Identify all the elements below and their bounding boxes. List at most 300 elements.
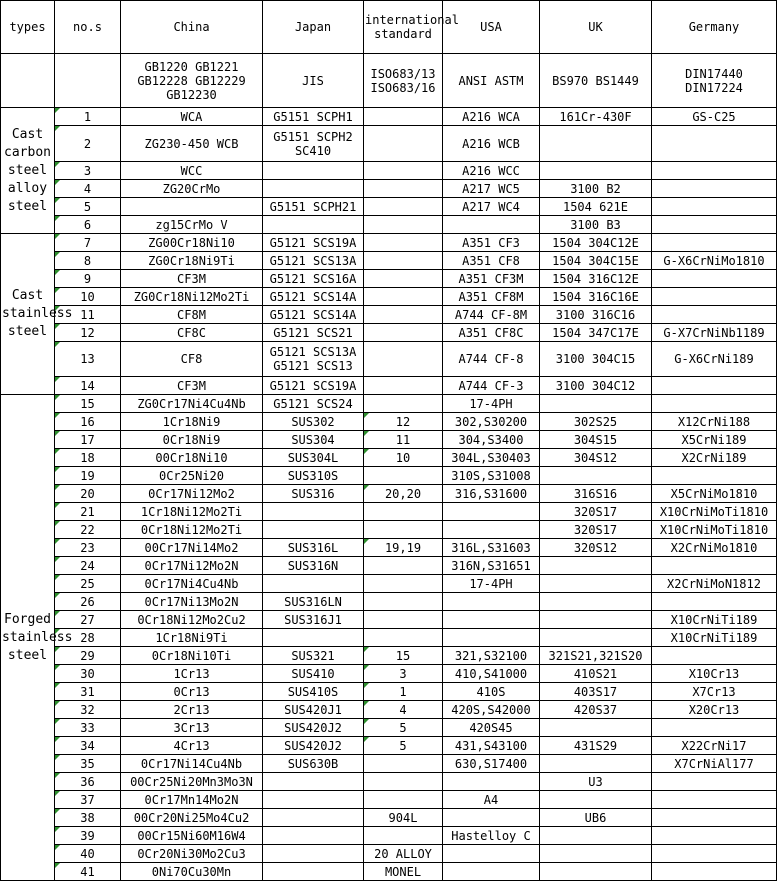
cell-no: 39 — [55, 827, 121, 845]
cell-japan: G5121 SCS24 — [263, 395, 364, 413]
header-usa: USA — [443, 1, 540, 54]
cell-intl — [364, 234, 443, 252]
cell-uk: 1504 304C15E — [540, 252, 652, 270]
cell-germany: G-X7CrNiNb1189 — [652, 324, 777, 342]
cell-japan: SUS304L — [263, 449, 364, 467]
cell-usa — [443, 521, 540, 539]
cell-usa: 302,S30200 — [443, 413, 540, 431]
cell-no: 23 — [55, 539, 121, 557]
cell-germany — [652, 270, 777, 288]
cell-germany: X7CrNiAl177 — [652, 755, 777, 773]
cell-uk — [540, 126, 652, 162]
cell-japan: G5121 SCS14A — [263, 288, 364, 306]
header-row — [1, 1, 777, 54]
cell-germany: X20Cr13 — [652, 701, 777, 719]
cell-usa — [443, 773, 540, 791]
cell-germany: X7Cr13 — [652, 683, 777, 701]
cell-no: 25 — [55, 575, 121, 593]
table-row — [1, 665, 777, 683]
cell-china: 1Cr18Ni9Ti — [121, 629, 263, 647]
cell-china: 0Cr20Ni30Mo2Cu3 — [121, 845, 263, 863]
table-row — [1, 647, 777, 665]
table-row — [1, 413, 777, 431]
cell-no: 13 — [55, 342, 121, 377]
cell-japan — [263, 809, 364, 827]
cell-uk: 3100 B2 — [540, 180, 652, 198]
cell-china: 0Ni70Cu30Mn — [121, 863, 263, 881]
cell-no: 29 — [55, 647, 121, 665]
cell-germany — [652, 288, 777, 306]
cell-uk: 410S21 — [540, 665, 652, 683]
cell-uk — [540, 863, 652, 881]
cell-usa — [443, 845, 540, 863]
cell-uk — [540, 611, 652, 629]
cell-china: 0Cr25Ni20 — [121, 467, 263, 485]
cell-no: 1 — [55, 108, 121, 126]
cell-china: ZG0Cr18Ni12Mo2Ti — [121, 288, 263, 306]
cell-usa — [443, 216, 540, 234]
cell-intl — [364, 126, 443, 162]
table-row — [1, 449, 777, 467]
cell-no: 21 — [55, 503, 121, 521]
standards-china: GB1220 GB1221 GB12228 GB12229 GB12230 — [121, 54, 263, 108]
cell-germany: X22CrNi17 — [652, 737, 777, 755]
cell-china: 00Cr25Ni20Mn3Mo3N — [121, 773, 263, 791]
standards-nos — [55, 54, 121, 108]
cell-china: 00Cr15Ni60M16W4 — [121, 827, 263, 845]
cell-japan: SUS316 — [263, 485, 364, 503]
cell-no: 41 — [55, 863, 121, 881]
cell-japan: SUS420J2 — [263, 737, 364, 755]
cell-usa: 420S,S42000 — [443, 701, 540, 719]
cell-china — [121, 198, 263, 216]
cell-usa: A216 WCA — [443, 108, 540, 126]
table-row — [1, 395, 777, 413]
cell-china: 3Cr13 — [121, 719, 263, 737]
cell-uk: 304S15 — [540, 431, 652, 449]
cell-no: 31 — [55, 683, 121, 701]
cell-japan: SUS630B — [263, 755, 364, 773]
table-row — [1, 252, 777, 270]
cell-usa: 316L,S31603 — [443, 539, 540, 557]
table-row — [1, 467, 777, 485]
cell-usa: A217 WC5 — [443, 180, 540, 198]
cell-no: 30 — [55, 665, 121, 683]
standards-usa: ANSI ASTM — [443, 54, 540, 108]
cell-intl: 4 — [364, 701, 443, 719]
cell-intl — [364, 252, 443, 270]
cell-uk: 320S17 — [540, 521, 652, 539]
cell-usa — [443, 809, 540, 827]
cell-usa: A216 WCC — [443, 162, 540, 180]
cell-uk: 161Cr-430F — [540, 108, 652, 126]
table-row — [1, 683, 777, 701]
cell-no: 34 — [55, 737, 121, 755]
header-germany: Germany — [652, 1, 777, 54]
cell-intl — [364, 521, 443, 539]
cell-germany — [652, 827, 777, 845]
cell-china: 0Cr17Ni4Cu4Nb — [121, 575, 263, 593]
cell-china: 0Cr13 — [121, 683, 263, 701]
cell-uk: UB6 — [540, 809, 652, 827]
cell-china: 0Cr18Ni10Ti — [121, 647, 263, 665]
cell-china: 1Cr18Ni9 — [121, 413, 263, 431]
cell-china: ZG20CrMo — [121, 180, 263, 198]
cell-intl: 904L — [364, 809, 443, 827]
standards-japan: JIS — [263, 54, 364, 108]
cell-china: ZG230-450 WCB — [121, 126, 263, 162]
table-row — [1, 755, 777, 773]
cell-usa: 304L,S30403 — [443, 449, 540, 467]
cell-uk: 316S16 — [540, 485, 652, 503]
cell-germany — [652, 162, 777, 180]
cell-china: 00Cr20Ni25Mo4Cu2 — [121, 809, 263, 827]
table-row — [1, 162, 777, 180]
cell-germany: X12CrNi188 — [652, 413, 777, 431]
cell-china: 0Cr18Ni9 — [121, 431, 263, 449]
cell-japan — [263, 773, 364, 791]
cell-no: 11 — [55, 306, 121, 324]
cell-usa — [443, 503, 540, 521]
cell-usa — [443, 629, 540, 647]
cell-uk: 320S12 — [540, 539, 652, 557]
table-row — [1, 306, 777, 324]
cell-intl — [364, 395, 443, 413]
cell-japan — [263, 575, 364, 593]
cell-germany — [652, 198, 777, 216]
header-nos: no.s — [55, 1, 121, 54]
table-row — [1, 809, 777, 827]
cell-china: 0Cr18Ni12Mo2Cu2 — [121, 611, 263, 629]
cell-usa: A4 — [443, 791, 540, 809]
cell-no: 8 — [55, 252, 121, 270]
cell-intl — [364, 324, 443, 342]
cell-germany — [652, 395, 777, 413]
table-row — [1, 611, 777, 629]
cell-no: 14 — [55, 377, 121, 395]
cell-intl: 10 — [364, 449, 443, 467]
cell-uk: 431S29 — [540, 737, 652, 755]
cell-usa: 17-4PH — [443, 395, 540, 413]
cell-germany — [652, 863, 777, 881]
cell-intl — [364, 377, 443, 395]
cell-germany: X2CrNi189 — [652, 449, 777, 467]
table-row — [1, 270, 777, 288]
cell-china: 00Cr17Ni14Mo2 — [121, 539, 263, 557]
table-row — [1, 629, 777, 647]
cell-japan: SUS302 — [263, 413, 364, 431]
cell-germany: X2CrNiMo1810 — [652, 539, 777, 557]
cell-uk: 302S25 — [540, 413, 652, 431]
cell-germany: X10CrNiTi189 — [652, 629, 777, 647]
cell-intl — [364, 108, 443, 126]
standards-row — [1, 54, 777, 108]
cell-japan: G5151 SCPH2 SC410 — [263, 126, 364, 162]
cell-japan — [263, 845, 364, 863]
cell-germany — [652, 306, 777, 324]
cell-no: 24 — [55, 557, 121, 575]
table-row — [1, 180, 777, 198]
cell-no: 33 — [55, 719, 121, 737]
cell-japan: SUS316J1 — [263, 611, 364, 629]
table-row — [1, 845, 777, 863]
table-row — [1, 288, 777, 306]
table-row — [1, 234, 777, 252]
cell-usa: 17-4PH — [443, 575, 540, 593]
cell-china: CF3M — [121, 270, 263, 288]
cell-usa — [443, 611, 540, 629]
table-row — [1, 377, 777, 395]
cell-intl — [364, 827, 443, 845]
cell-japan: SUS321 — [263, 647, 364, 665]
cell-no: 15 — [55, 395, 121, 413]
cell-china: ZG0Cr18Ni9Ti — [121, 252, 263, 270]
cell-germany — [652, 180, 777, 198]
cell-japan: G5121 SCS19A — [263, 234, 364, 252]
cell-uk — [540, 467, 652, 485]
cell-intl — [364, 306, 443, 324]
cell-uk: 304S12 — [540, 449, 652, 467]
cell-no: 4 — [55, 180, 121, 198]
cell-usa: A744 CF-8 — [443, 342, 540, 377]
cell-intl — [364, 162, 443, 180]
cell-china: 2Cr13 — [121, 701, 263, 719]
cell-japan: SUS316L — [263, 539, 364, 557]
cell-japan: G5121 SCS21 — [263, 324, 364, 342]
cell-usa: 420S45 — [443, 719, 540, 737]
table-row — [1, 791, 777, 809]
cell-intl — [364, 629, 443, 647]
table-row — [1, 737, 777, 755]
cell-uk — [540, 791, 652, 809]
cell-china: CF3M — [121, 377, 263, 395]
table-row — [1, 593, 777, 611]
table-row — [1, 108, 777, 126]
cell-usa — [443, 863, 540, 881]
cell-japan — [263, 827, 364, 845]
cell-germany — [652, 719, 777, 737]
cell-intl — [364, 611, 443, 629]
cell-no: 20 — [55, 485, 121, 503]
cell-japan: G5121 SCS14A — [263, 306, 364, 324]
cell-no: 12 — [55, 324, 121, 342]
cell-no: 38 — [55, 809, 121, 827]
header-china: China — [121, 1, 263, 54]
cell-usa: A351 CF3M — [443, 270, 540, 288]
cell-china: zg15CrMo V — [121, 216, 263, 234]
cell-intl — [364, 198, 443, 216]
cell-china: 0Cr18Ni12Mo2Ti — [121, 521, 263, 539]
cell-usa: A744 CF-3 — [443, 377, 540, 395]
cell-intl — [364, 575, 443, 593]
cell-japan — [263, 216, 364, 234]
cell-uk — [540, 575, 652, 593]
cell-intl — [364, 791, 443, 809]
cell-china: 0Cr17Mn14Mo2N — [121, 791, 263, 809]
cell-china: CF8 — [121, 342, 263, 377]
cell-intl: 19,19 — [364, 539, 443, 557]
cell-germany: X10CrNiTi189 — [652, 611, 777, 629]
cell-china: 1Cr13 — [121, 665, 263, 683]
cell-china: 0Cr17Ni13Mo2N — [121, 593, 263, 611]
cell-usa: A216 WCB — [443, 126, 540, 162]
cell-no: 32 — [55, 701, 121, 719]
standards-germany: DIN17440 DIN17224 — [652, 54, 777, 108]
cell-intl: 5 — [364, 737, 443, 755]
cell-uk — [540, 557, 652, 575]
cell-japan: SUS420J1 — [263, 701, 364, 719]
cell-usa: 310S,S31008 — [443, 467, 540, 485]
cell-uk: 3100 316C16 — [540, 306, 652, 324]
cell-germany: GS-C25 — [652, 108, 777, 126]
cell-usa — [443, 593, 540, 611]
cell-china: CF8C — [121, 324, 263, 342]
group-label: Forged stainless steel — [1, 395, 55, 881]
header-japan: Japan — [263, 1, 364, 54]
cell-intl: 5 — [364, 719, 443, 737]
cell-no: 7 — [55, 234, 121, 252]
cell-uk: U3 — [540, 773, 652, 791]
cell-intl — [364, 216, 443, 234]
cell-no: 37 — [55, 791, 121, 809]
table-row — [1, 431, 777, 449]
cell-no: 10 — [55, 288, 121, 306]
cell-china: 0Cr17Ni12Mo2 — [121, 485, 263, 503]
cell-uk — [540, 755, 652, 773]
cell-intl — [364, 503, 443, 521]
cell-usa: A744 CF-8M — [443, 306, 540, 324]
cell-usa: 304,S3400 — [443, 431, 540, 449]
cell-usa: 431,S43100 — [443, 737, 540, 755]
cell-intl — [364, 557, 443, 575]
cell-uk — [540, 629, 652, 647]
table-row — [1, 719, 777, 737]
standards-types — [1, 54, 55, 108]
cell-germany: X10CrNiMoTi1810 — [652, 521, 777, 539]
cell-uk: 3100 B3 — [540, 216, 652, 234]
cell-uk — [540, 719, 652, 737]
cell-germany: X2CrNiMoN1812 — [652, 575, 777, 593]
cell-china: 00Cr18Ni10 — [121, 449, 263, 467]
header-uk: UK — [540, 1, 652, 54]
cell-germany — [652, 845, 777, 863]
cell-uk: 1504 347C17E — [540, 324, 652, 342]
table-row — [1, 342, 777, 377]
cell-intl — [364, 467, 443, 485]
cell-no: 2 — [55, 126, 121, 162]
table-row — [1, 557, 777, 575]
table-row — [1, 701, 777, 719]
cell-germany: G-X6CrNi189 — [652, 342, 777, 377]
cell-china: 1Cr18Ni12Mo2Ti — [121, 503, 263, 521]
cell-germany — [652, 216, 777, 234]
cell-no: 19 — [55, 467, 121, 485]
cell-japan: SUS316N — [263, 557, 364, 575]
header-types: types — [1, 1, 55, 54]
cell-germany — [652, 234, 777, 252]
cell-intl — [364, 773, 443, 791]
cell-usa: A351 CF8M — [443, 288, 540, 306]
cell-japan — [263, 162, 364, 180]
cell-japan: G5121 SCS16A — [263, 270, 364, 288]
standards-international: ISO683/13 ISO683/16 — [364, 54, 443, 108]
cell-uk: 3100 304C15 — [540, 342, 652, 377]
table-row — [1, 324, 777, 342]
cell-germany — [652, 126, 777, 162]
cell-japan: G5121 SCS19A — [263, 377, 364, 395]
cell-germany — [652, 593, 777, 611]
cell-usa: A217 WC4 — [443, 198, 540, 216]
cell-japan: G5121 SCS13A — [263, 252, 364, 270]
cell-usa: 316,S31600 — [443, 485, 540, 503]
cell-china: WCA — [121, 108, 263, 126]
table-row — [1, 539, 777, 557]
cell-uk: 1504 304C12E — [540, 234, 652, 252]
standards-uk: BS970 BS1449 — [540, 54, 652, 108]
cell-japan: SUS410 — [263, 665, 364, 683]
cell-intl: 1 — [364, 683, 443, 701]
cell-no: 40 — [55, 845, 121, 863]
cell-no: 36 — [55, 773, 121, 791]
cell-japan — [263, 503, 364, 521]
cell-uk: 420S37 — [540, 701, 652, 719]
cell-uk — [540, 827, 652, 845]
header-international-standard: international standard — [364, 1, 443, 54]
cell-usa: 410S — [443, 683, 540, 701]
cell-no: 3 — [55, 162, 121, 180]
cell-uk: 321S21,321S20 — [540, 647, 652, 665]
cell-germany: G-X6CrNiMo1810 — [652, 252, 777, 270]
cell-germany: X10Cr13 — [652, 665, 777, 683]
cell-no: 5 — [55, 198, 121, 216]
cell-uk: 1504 316C16E — [540, 288, 652, 306]
cell-japan: SUS310S — [263, 467, 364, 485]
table-row — [1, 126, 777, 162]
cell-uk — [540, 395, 652, 413]
table-row — [1, 216, 777, 234]
cell-japan — [263, 629, 364, 647]
cell-germany: X5CrNi189 — [652, 431, 777, 449]
cell-japan — [263, 791, 364, 809]
cell-uk — [540, 845, 652, 863]
cell-intl: 20 ALLOY — [364, 845, 443, 863]
cell-japan: SUS316LN — [263, 593, 364, 611]
cell-no: 9 — [55, 270, 121, 288]
cell-no: 22 — [55, 521, 121, 539]
cell-japan: SUS304 — [263, 431, 364, 449]
cell-china: 0Cr17Ni12Mo2N — [121, 557, 263, 575]
cell-usa: Hastelloy C — [443, 827, 540, 845]
cell-intl: 12 — [364, 413, 443, 431]
cell-intl — [364, 288, 443, 306]
cell-no: 18 — [55, 449, 121, 467]
cell-japan: SUS420J2 — [263, 719, 364, 737]
group-label: Cast carbon steel alloy steel — [1, 108, 55, 234]
cell-germany: X10CrNiMoTi1810 — [652, 503, 777, 521]
cell-uk — [540, 162, 652, 180]
cell-intl: 20,20 — [364, 485, 443, 503]
cell-usa: A351 CF3 — [443, 234, 540, 252]
cell-usa: 410,S41000 — [443, 665, 540, 683]
cell-no: 35 — [55, 755, 121, 773]
cell-japan — [263, 863, 364, 881]
cell-germany — [652, 557, 777, 575]
cell-intl: 11 — [364, 431, 443, 449]
cell-japan: G5121 SCS13A G5121 SCS13 — [263, 342, 364, 377]
cell-uk: 1504 621E — [540, 198, 652, 216]
cell-china: ZG0Cr17Ni4Cu4Nb — [121, 395, 263, 413]
cell-no: 17 — [55, 431, 121, 449]
